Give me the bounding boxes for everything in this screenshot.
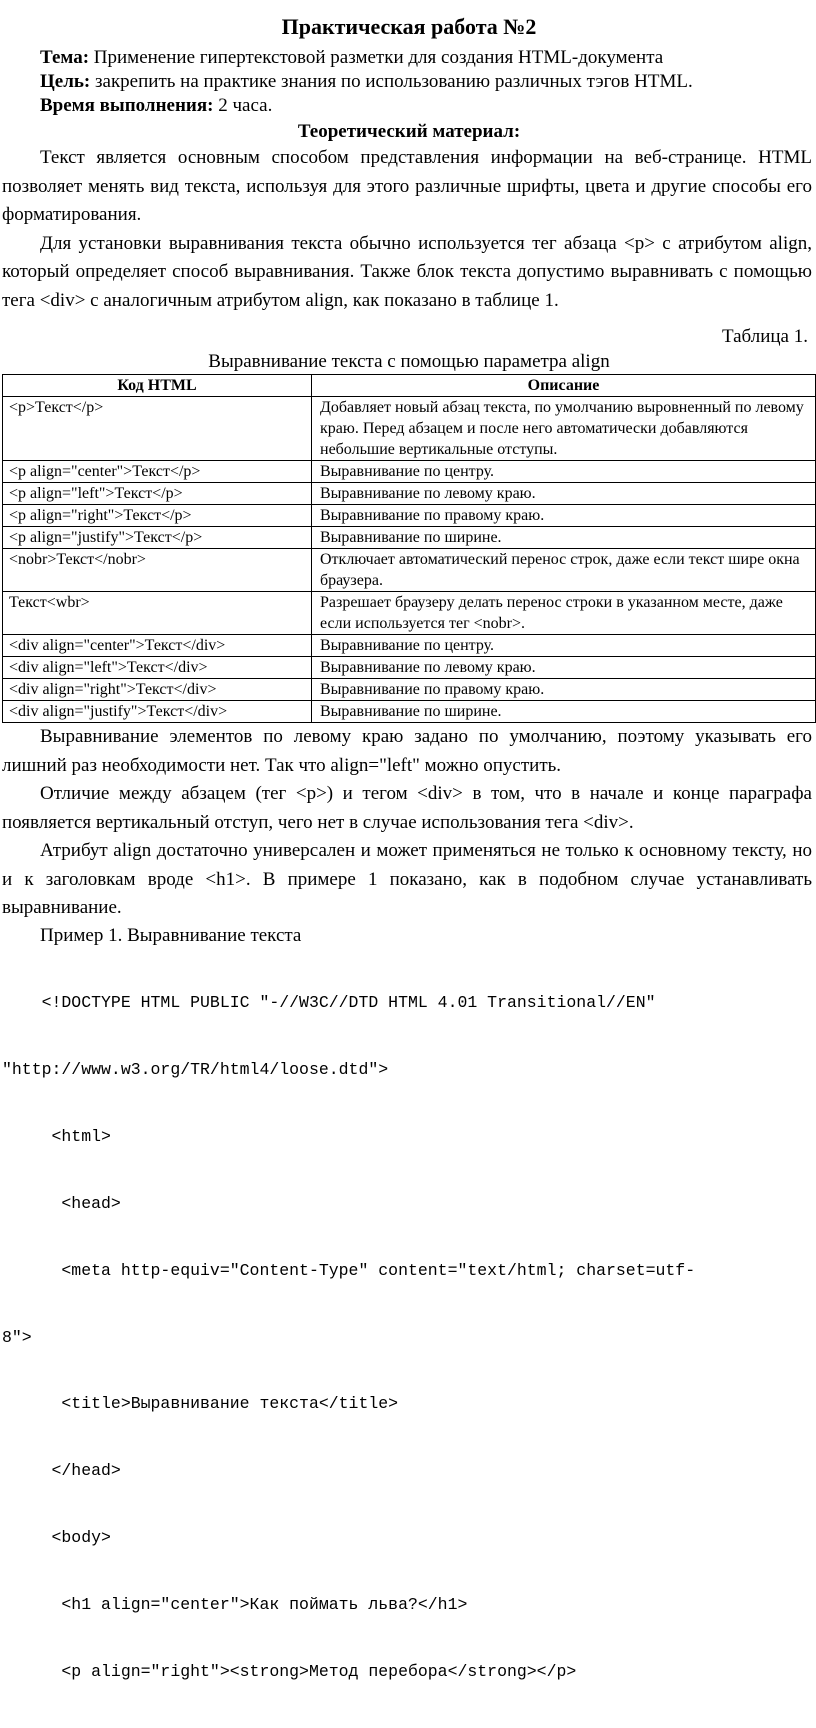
code-line: <!DOCTYPE HTML PUBLIC "-//W3C//DTD HTML 4.01 Transitional//EN" (2, 993, 656, 1013)
code-line: <body> (2, 1528, 111, 1548)
code-line: <p align="right"><strong>Метод перебора</strong></p> (2, 1662, 577, 1681)
align-table (2, 374, 816, 723)
table-row (3, 701, 816, 723)
table-cell-code: <p align="justify">Текст</p> (3, 527, 312, 549)
paragraph: Выравнивание элементов по левому краю задано по умолчанию, поэтому указывать его лишний раз необходимости нет. Так что align="left" можно опустить. (2, 726, 812, 776)
goal-line (2, 70, 816, 94)
table-cell-code: <p align="center">Текст</p> (3, 461, 312, 483)
table-header-code: Код HTML (3, 375, 312, 397)
table-header-description: Описание (312, 375, 816, 397)
table-header-row (3, 375, 816, 397)
table-row (3, 635, 816, 657)
table-row (3, 483, 816, 505)
table-row (3, 505, 816, 527)
table-row (3, 527, 816, 549)
table-row (3, 657, 816, 679)
table-cell-description: Выравнивание по левому краю. (312, 657, 816, 679)
goal-label: Цель: (40, 71, 91, 92)
paragraph: Атрибут align достаточно универсален и может применяться не только к основному тексту, но и к заголовкам вроде <h1>. В примере 1 показано, как в подобном случае устанавливать выравнивание. (2, 840, 812, 918)
table-cell-code: <p align="right">Текст</p> (3, 505, 312, 527)
table-cell-code: <div align="right">Текст</div> (3, 679, 312, 701)
goal-value: закрепить на практике знания по использованию различных тэгов HTML. (95, 71, 693, 92)
table-row (3, 549, 816, 592)
table-cell-description: Разрешает браузеру делать перенос строки в указанном месте, даже если используется тег <nobr>. (312, 592, 816, 635)
topic-label: Тема: (40, 47, 90, 68)
code-line: </head> (2, 1461, 121, 1481)
table-cell-description: Выравнивание по правому краю. (312, 679, 816, 701)
theory-heading: Теоретический материал: (297, 121, 521, 142)
code-line: 8"> (2, 1327, 32, 1347)
table-cell-description: Выравнивание по центру. (312, 635, 816, 657)
code-line: <meta http-equiv="Content-Type" content="text/html; charset=utf- (2, 1260, 696, 1280)
paragraph: Текст является основным способом представления информации на веб-странице. HTML позволяет менять вид текста, используя для этого различные шрифты, цвета и другие способы его форматирования. (2, 147, 812, 225)
paragraph: Для установки выравнивания текста обычно используется тег абзаца <p> с атрибутом align, который определяет способ выравнивания. Также блок текста допустимо выравнивать с помощью тега <div> с аналогичным атрибутом align, как показано в таблице 1. (2, 232, 812, 311)
document-title: Практическая работа №2 (281, 14, 537, 39)
table-cell-code: <nobr>Текст</nobr> (3, 549, 312, 592)
table-cell-description: Добавляет новый абзац текста, по умолчанию выровненный по левому краю. Перед абзацем и после него автоматически добавляются небольшие вертикальные отступы. (312, 397, 816, 461)
table-row (3, 397, 816, 461)
table-cell-description: Выравнивание по правому краю. (312, 505, 816, 527)
table-number: Таблица 1. (721, 326, 808, 347)
time-line (2, 94, 816, 118)
code-line: <h1 align="center">Как поймать льва?</h1> (2, 1595, 468, 1615)
time-label: Время выполнения: (40, 95, 214, 116)
table-cell-code: <div align="justify">Текст</div> (3, 701, 312, 723)
table-cell-description: Выравнивание по центру. (312, 461, 816, 483)
table-caption: Выравнивание текста с помощью параметра align (208, 351, 610, 372)
table-cell-description: Выравнивание по ширине. (312, 527, 816, 549)
code-line: <html> (2, 1126, 111, 1146)
table-cell-description: Выравнивание по ширине. (312, 701, 816, 723)
code-line: <title>Выравнивание текста</title> (2, 1394, 399, 1414)
code-line: "http://www.w3.org/TR/html4/loose.dtd"> (2, 1059, 389, 1079)
table-cell-code: Текст<wbr> (3, 592, 312, 635)
table-cell-description: Выравнивание по левому краю. (312, 483, 816, 505)
table-row (3, 461, 816, 483)
paragraph: Отличие между абзацем (тег <p>) и тегом <div> в том, что в начале и конце параграфа появляется вертикальный отступ, чего нет в случае использования тега <div>. (2, 783, 812, 833)
code-line: <head> (2, 1193, 121, 1213)
table-row (3, 679, 816, 701)
example-title: Пример 1. Выравнивание текста (40, 924, 302, 946)
code-example (2, 948, 816, 1728)
topic-value: Применение гипертекстовой разметки для создания HTML-документа (93, 47, 664, 68)
table-cell-code: <p align="left">Текст</p> (3, 483, 312, 505)
table-cell-description: Отключает автоматический перенос строк, даже если текст шире окна браузера. (312, 549, 816, 592)
topic-line (2, 46, 816, 70)
table-row (3, 592, 816, 635)
table-cell-code: <p>Текст</p> (3, 397, 312, 461)
time-value: 2 часа. (218, 95, 273, 116)
table-cell-code: <div align="left">Текст</div> (3, 657, 312, 679)
table-cell-code: <div align="center">Текст</div> (3, 635, 312, 657)
